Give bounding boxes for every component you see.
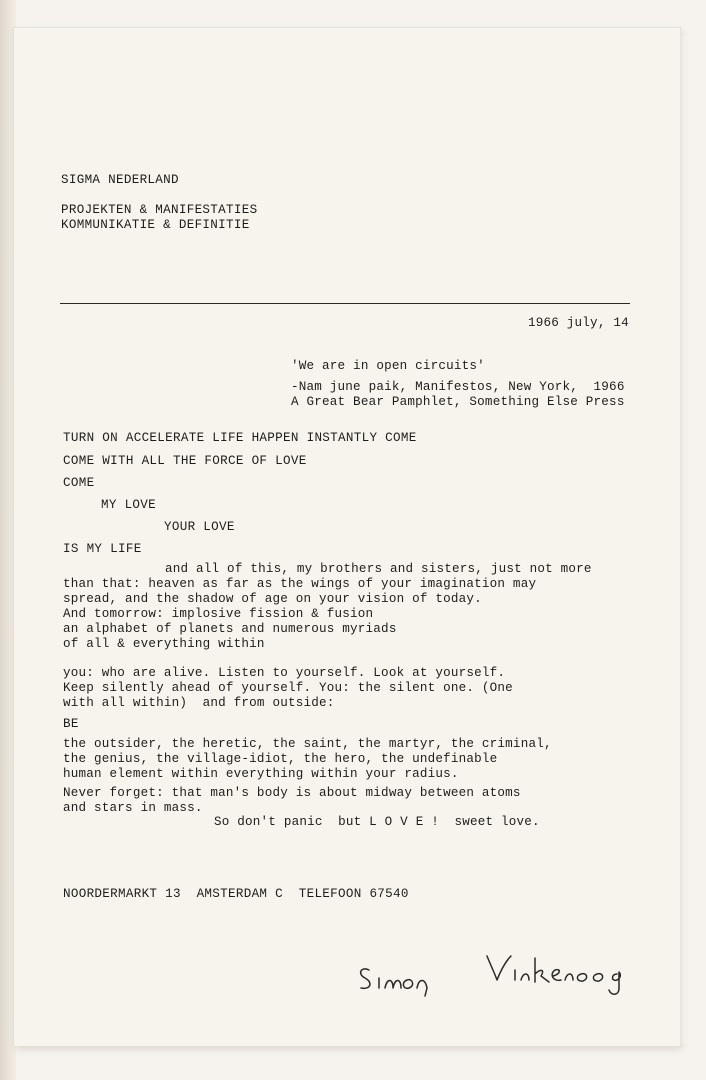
divider-rule xyxy=(60,303,630,304)
footer-address: NOORDERMARKT 13 AMSTERDAM C TELEFOON 67540 xyxy=(63,887,409,901)
body-p2-line-2: Keep silently ahead of yourself. You: the silent one. (One xyxy=(63,681,513,695)
body-be: BE xyxy=(63,717,79,731)
body-p1-line-1: and all of this, my brothers and sisters, just not more xyxy=(165,562,592,576)
poem-line-4: MY LOVE xyxy=(101,498,157,512)
body-p4-line-1: Never forget: that man's body is about midway between atoms xyxy=(63,786,521,800)
letterhead-line-1: PROJEKTEN & MANIFESTATIES xyxy=(61,203,258,217)
letterhead-org: SIGMA NEDERLAND xyxy=(61,173,179,187)
handwritten-signature xyxy=(355,948,635,1008)
body-p3-line-2: the genius, the village-idiot, the hero, the undefinable xyxy=(63,752,498,766)
poem-line-2: COME WITH ALL THE FORCE OF LOVE xyxy=(63,454,307,468)
body-p3-line-1: the outsider, the heretic, the saint, the martyr, the criminal, xyxy=(63,737,552,751)
poem-line-6: IS MY LIFE xyxy=(63,542,142,556)
body-p1-line-4: And tomorrow: implosive fission & fusion xyxy=(63,607,374,621)
poem-line-3: COME xyxy=(63,476,95,490)
letter-date: 1966 july, 14 xyxy=(528,316,629,330)
body-p3-line-3: human element within everything within your radius. xyxy=(63,767,459,781)
body-p4-line-3: So don't panic but L O V E ! sweet love. xyxy=(214,815,540,829)
poem-line-5: YOUR LOVE xyxy=(164,520,235,534)
letterhead-line-2: KOMMUNIKATIE & DEFINITIE xyxy=(61,218,250,232)
body-p1-line-5: an alphabet of planets and numerous myriads xyxy=(63,622,397,636)
epigraph-source-2: A Great Bear Pamphlet, Something Else Press xyxy=(291,395,625,409)
body-p2-line-1: you: who are alive. Listen to yourself. Look at yourself. xyxy=(63,666,506,680)
epigraph-quote: 'We are in open circuits' xyxy=(291,359,485,373)
body-p2-line-3: with all within) and from outside: xyxy=(63,696,335,710)
poem-line-1: TURN ON ACCELERATE LIFE HAPPEN INSTANTLY COME xyxy=(63,431,417,445)
sheet-edge xyxy=(680,36,686,1044)
epigraph-source-1: -Nam june paik, Manifestos, New York, 1966 xyxy=(291,380,625,394)
body-p4-line-2: and stars in mass. xyxy=(63,801,203,815)
body-p1-line-6: of all & everything within xyxy=(63,637,265,651)
body-p1-line-3: spread, and the shadow of age on your vision of today. xyxy=(63,592,482,606)
body-p1-line-2: than that: heaven as far as the wings of your imagination may xyxy=(63,577,537,591)
